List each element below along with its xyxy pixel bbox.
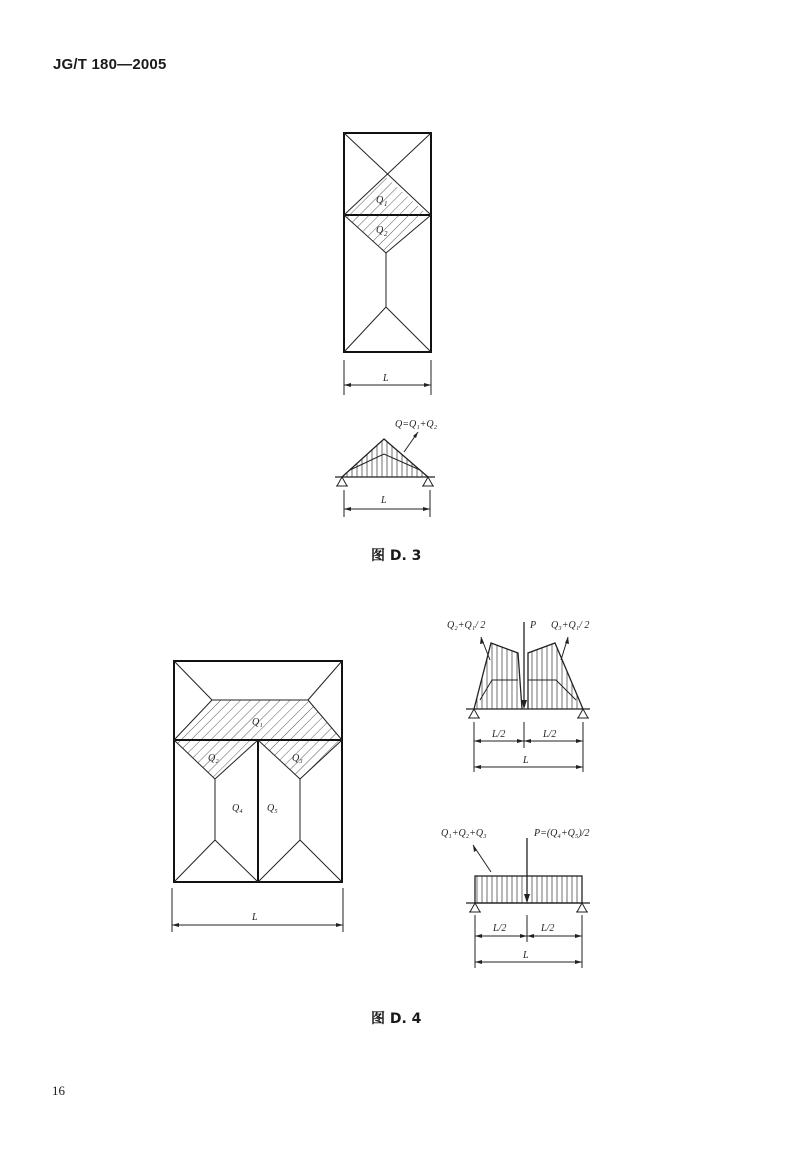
d4-upper-half-right: L/2 [543, 729, 557, 740]
d4-plan-span-label: L [252, 912, 258, 923]
figure-d3-caption: 图 D. 3 [371, 548, 422, 564]
d4-upper-point-label: P [530, 620, 537, 631]
page-number: 16 [52, 1083, 65, 1098]
d4-lower-span-label: L [523, 950, 529, 961]
d4-lower-uniform-label: Q₁+Q₂+Q₃ [441, 828, 487, 839]
d4-lower-half-left: L/2 [493, 923, 507, 934]
d4-upper-right-label: Q₃+Q₁/ 2 [551, 620, 590, 631]
standard-code: JG/T 180—2005 [53, 56, 167, 73]
figure-d4-caption: 图 D. 4 [371, 1011, 422, 1027]
d4-q1-label: Q₁ [252, 717, 263, 728]
region-q1-label: Q [376, 195, 384, 206]
d4-upper-left-label: Q₂+Q₁/ 2 [447, 620, 486, 631]
d4-lower-point-label: P=(Q₄+Q₅)/2 [534, 828, 590, 839]
region-q2-subscript: 2 [384, 230, 388, 238]
d3-load-formula: Q=Q₁+Q₂ [395, 419, 438, 430]
d3-plan-span-label: L [383, 373, 389, 384]
d4-q2-label: Q₂ [208, 753, 219, 764]
region-q2-label: Q [376, 225, 384, 236]
d4-q5-label: Q₅ [267, 803, 278, 814]
d4-q3-label: Q₃ [292, 753, 303, 764]
d4-q4-label: Q₄ [232, 803, 243, 814]
figure-d3-plan [344, 133, 431, 395]
d3-load-span-label: L [381, 495, 387, 506]
region-q1-subscript: 1 [384, 200, 388, 208]
d4-upper-span-label: L [523, 755, 529, 766]
figure-d4-plan [172, 661, 343, 932]
d4-upper-half-left: L/2 [492, 729, 506, 740]
figure-d4-lower-load [466, 838, 590, 968]
d4-lower-half-right: L/2 [541, 923, 555, 934]
